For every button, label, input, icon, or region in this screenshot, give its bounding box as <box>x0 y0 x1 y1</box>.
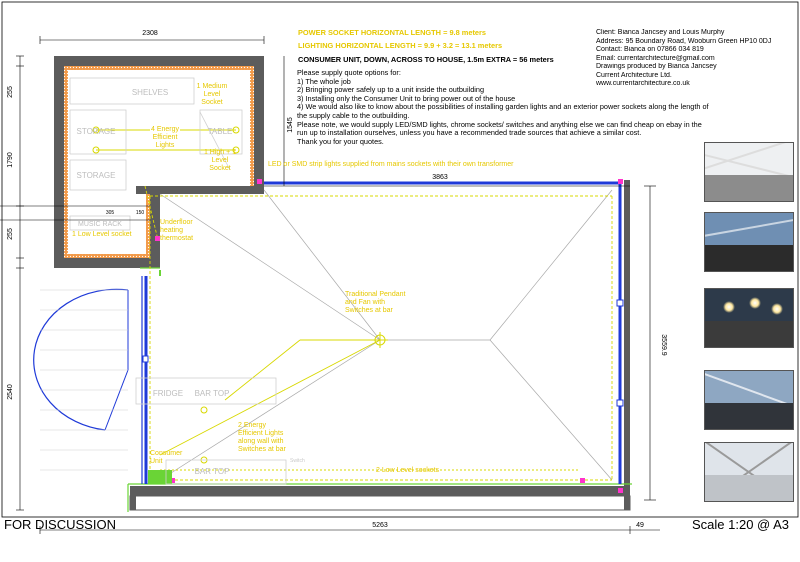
reference-photo-1 <box>704 142 794 202</box>
info-line: Email: currentarchitecture@gmail.com <box>596 54 715 62</box>
note-low-sockets-bottom: 2 Low Level sockets <box>376 467 440 474</box>
note-high-socket-1: 1 High + 1 <box>203 149 237 156</box>
label-bar-top-1: BAR TOP <box>194 389 230 398</box>
dim-left-top: 255 <box>7 86 14 98</box>
note-line: 3) Installing only the Consumer Unit to bring power out of the house <box>297 93 516 103</box>
sockets <box>152 179 623 493</box>
client-info <box>596 29 796 89</box>
info-line: Contact: Bianca on 07866 034 819 <box>596 46 704 53</box>
footer-scale: Scale 1:20 @ A3 <box>692 517 790 532</box>
dim-bottom-right: 49 <box>636 522 644 529</box>
label-shelves: SHELVES <box>131 88 169 97</box>
note-high-socket-3: Socket <box>209 165 231 172</box>
note-pendant-2: and Fan with <box>345 299 386 306</box>
reference-photo-2 <box>704 212 794 272</box>
headline-power: POWER SOCKET HORIZONTAL LENGTH = 9.8 meters <box>298 28 487 37</box>
note-medium-socket-1: 1 Medium <box>196 83 228 90</box>
label-table: TABLE <box>207 127 233 136</box>
note-line: 2) Bringing power safely up to a unit inside the outbuilding <box>297 85 485 95</box>
note-line: 4) We would also like to know about the possibilities of installing garden lights and an exterior power sockets along the length of <box>297 102 709 112</box>
dim-tiny-b: 150 <box>135 210 145 216</box>
dim-inner-drop: 1545 <box>287 117 294 133</box>
note-heating-3: thermostat <box>160 235 194 242</box>
note-line: run up to installation ourselves, unless you have a recommended trade sources that achieve a similar cost. <box>297 128 642 138</box>
dim-left-bottom: 2540 <box>7 384 14 400</box>
label-storage-1: STORAGE <box>76 127 116 136</box>
note-switch-tag: Switch <box>290 458 305 464</box>
label-music-rack: MUSIC RACK <box>78 221 122 228</box>
reference-photo-5 <box>704 442 794 502</box>
note-energy-lights-3: Lights <box>155 142 175 149</box>
note-energy-lights-2: Efficient <box>152 134 178 141</box>
note-heating-1: Underfloor <box>160 219 193 226</box>
dim-left-mid: 1790 <box>7 152 14 168</box>
note-led-strip: LED or SMD strip lights supplied from mains sockets with their own transformer <box>268 161 514 168</box>
info-line: www.currentarchitecture.co.uk <box>596 80 690 87</box>
label-storage-2: STORAGE <box>76 171 116 180</box>
note-heating-2: heating <box>160 227 183 234</box>
note-medium-socket-3: Socket <box>201 99 223 106</box>
note-line: the supply cable to the outbuilding. <box>297 110 410 120</box>
info-line: Current Architecture Ltd. <box>596 71 672 79</box>
dim-top-width: 2308 <box>142 30 158 37</box>
note-low-socket-left: 1 Low Level socket <box>72 231 132 238</box>
stairs <box>34 289 128 470</box>
dim-left-low: 255 <box>7 228 14 240</box>
glazing <box>142 183 623 484</box>
dim-room-width: 3863 <box>432 174 448 181</box>
dim-right-height: 3559.9 <box>660 334 667 356</box>
note-energy-lights-1: 4 Energy <box>150 126 180 133</box>
note-wall-lights-1: 2 Energy <box>238 422 267 429</box>
label-bar-top-2: BAR TOP <box>194 467 230 476</box>
dim-bottom-total: 5263 <box>372 522 388 529</box>
note-wall-lights-4: Switches at bar <box>238 446 286 453</box>
reference-photo-4 <box>704 370 794 430</box>
label-fridge: FRIDGE <box>152 389 184 398</box>
note-line: Please note, we would supply LED/SMD lights, chrome sockets/ switches and anything else we can find cheap on ebay in the <box>297 119 702 129</box>
note-line: Please supply quote options for: <box>297 68 401 77</box>
note-consumer-1: Consumer <box>150 450 183 457</box>
note-line: Thank you for your quotes. <box>297 136 384 146</box>
info-line: Address: 95 Boundary Road, Wooburn Green HP10 0DJ <box>596 37 772 45</box>
consumer-unit <box>148 470 172 484</box>
note-line: 1) The whole job <box>297 76 351 86</box>
note-consumer-2: Unit <box>150 458 163 465</box>
headline-lighting: LIGHTING HORIZONTAL LENGTH = 9.9 + 3.2 = 13.1 meters <box>298 41 503 50</box>
info-line: Client: Bianca Jancsey and Louis Murphy <box>596 29 725 36</box>
note-pendant-3: Switches at bar <box>345 307 393 314</box>
headline-consumer: CONSUMER UNIT, DOWN, ACROSS TO HOUSE, 1.5m EXTRA = 56 meters <box>298 55 554 64</box>
roof-lines <box>160 190 612 480</box>
footer-status: FOR DISCUSSION <box>4 517 116 532</box>
note-medium-socket-2: Level <box>203 91 221 98</box>
info-line: Drawings produced by Bianca Jancsey <box>596 63 717 70</box>
note-pendant-1: Traditional Pendant <box>345 291 406 298</box>
note-wall-lights-3: along wall with <box>238 438 284 445</box>
dim-tiny-a: 305 <box>105 210 115 216</box>
note-high-socket-2: Level <box>211 157 229 164</box>
reference-photo-3 <box>704 288 794 348</box>
note-wall-lights-2: Efficient Lights <box>238 430 284 437</box>
